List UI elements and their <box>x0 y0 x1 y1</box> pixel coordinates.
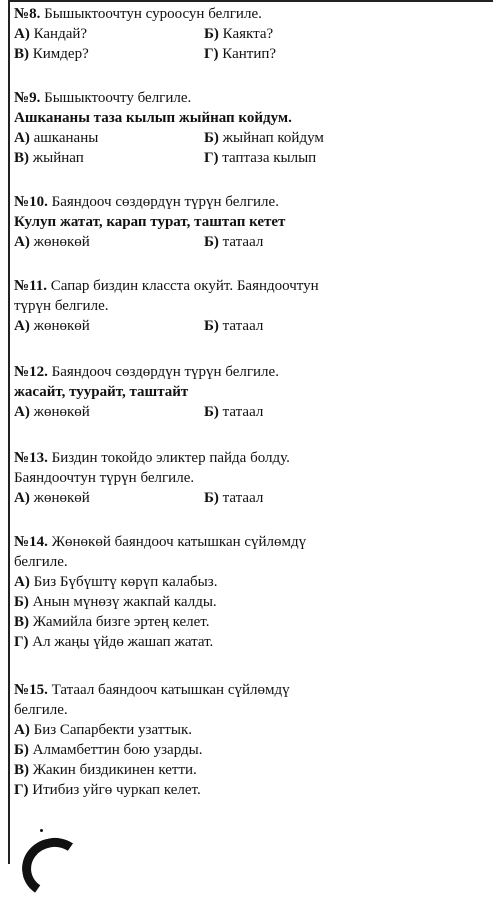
option-d[interactable]: Г) Итибиз уйгө чуркап келет. <box>14 782 201 798</box>
option-c[interactable]: В) Жакин биздикинен кетти. <box>14 762 197 778</box>
option-d[interactable]: Г) Ал жаңы үйдө жашап жатат. <box>14 634 214 650</box>
option-b[interactable]: Б) татаал <box>204 490 264 506</box>
question-11 <box>14 276 487 336</box>
question-15 <box>14 680 487 800</box>
option-a[interactable]: А) жөнөкөй <box>14 404 90 420</box>
option-d[interactable]: Г) таптаза кылып <box>204 150 317 166</box>
option-b[interactable]: Б) Каякта? <box>204 26 274 42</box>
option-a[interactable]: А) жөнөкөй <box>14 234 90 250</box>
question-prompt: Жөнөкөй баяндооч катышкан сүйлөмдү <box>51 534 307 550</box>
option-b[interactable]: Б) татаал <box>204 318 264 334</box>
question-prompt: Биздин токойдо эликтер пайда болду. <box>51 450 290 466</box>
option-a[interactable]: А) Биз Бүбүштү көрүп калабыз. <box>14 574 218 590</box>
option-a[interactable]: А) ашкананы <box>14 130 99 146</box>
option-b[interactable]: Б) татаал <box>204 404 264 420</box>
question-prompt: Баяндооч сөздөрдүн түрүн белгиле. <box>51 364 279 380</box>
question-number: №11. <box>14 278 47 294</box>
option-a[interactable]: А) Кандай? <box>14 26 88 42</box>
question-number: №9. <box>14 90 41 106</box>
question-number: №14. <box>14 534 48 550</box>
option-b[interactable]: Б) Алмамбеттин бою узарды. <box>14 742 203 758</box>
question-number: №15. <box>14 682 48 698</box>
option-a[interactable]: А) жөнөкөй <box>14 490 90 506</box>
option-c[interactable]: В) Кимдер? <box>14 46 89 62</box>
question-prompt-line-2: белгиле. <box>14 554 68 570</box>
question-prompt-line-2: белгиле. <box>14 702 68 718</box>
worksheet <box>8 0 493 864</box>
question-13 <box>14 448 487 508</box>
option-c[interactable]: В) Жамийла бизге эртең келет. <box>14 614 210 630</box>
option-b[interactable]: Б) татаал <box>204 234 264 250</box>
question-9 <box>14 88 487 168</box>
question-8 <box>14 4 487 64</box>
question-prompt-line-2: түрүн белгиле. <box>14 298 109 314</box>
question-number: №8. <box>14 6 41 22</box>
option-b[interactable]: Б) жыйнап койдум <box>204 130 324 146</box>
question-prompt: Сапар биздин класста окуйт. Баяндоочтун <box>50 278 319 294</box>
question-number: №13. <box>14 450 48 466</box>
question-14 <box>14 532 487 652</box>
question-prompt: Бышыктоочтун суроосун белгиле. <box>44 6 262 22</box>
question-prompt-line-2: Баяндоочтун түрүн белгиле. <box>14 470 195 486</box>
question-number: №10. <box>14 194 48 210</box>
question-prompt: Баяндооч сөздөрдүн түрүн белгиле. <box>51 194 279 210</box>
question-12 <box>14 362 487 422</box>
option-b[interactable]: Б) Анын мүнөзү жакпай калды. <box>14 594 217 610</box>
question-10 <box>14 192 487 252</box>
option-a[interactable]: А) жөнөкөй <box>14 318 90 334</box>
question-prompt: Бышыктоочту белгиле. <box>44 90 192 106</box>
option-c[interactable]: В) жыйнап <box>14 150 84 166</box>
question-number: №12. <box>14 364 48 380</box>
option-a[interactable]: А) Биз Сапарбекти узаттык. <box>14 722 192 738</box>
ink-dot <box>40 829 43 832</box>
question-prompt: Татаал баяндооч катышкан сүйлөмдү <box>51 682 290 698</box>
question-sentence: Кулуп жатат, карап турат, таштап кетет <box>14 214 286 230</box>
question-sentence: жасайт, туурайт, таштайт <box>14 384 189 400</box>
option-d[interactable]: Г) Кантип? <box>204 46 277 62</box>
question-sentence: Ашкананы таза кылып жыйнап койдум. <box>14 110 292 126</box>
